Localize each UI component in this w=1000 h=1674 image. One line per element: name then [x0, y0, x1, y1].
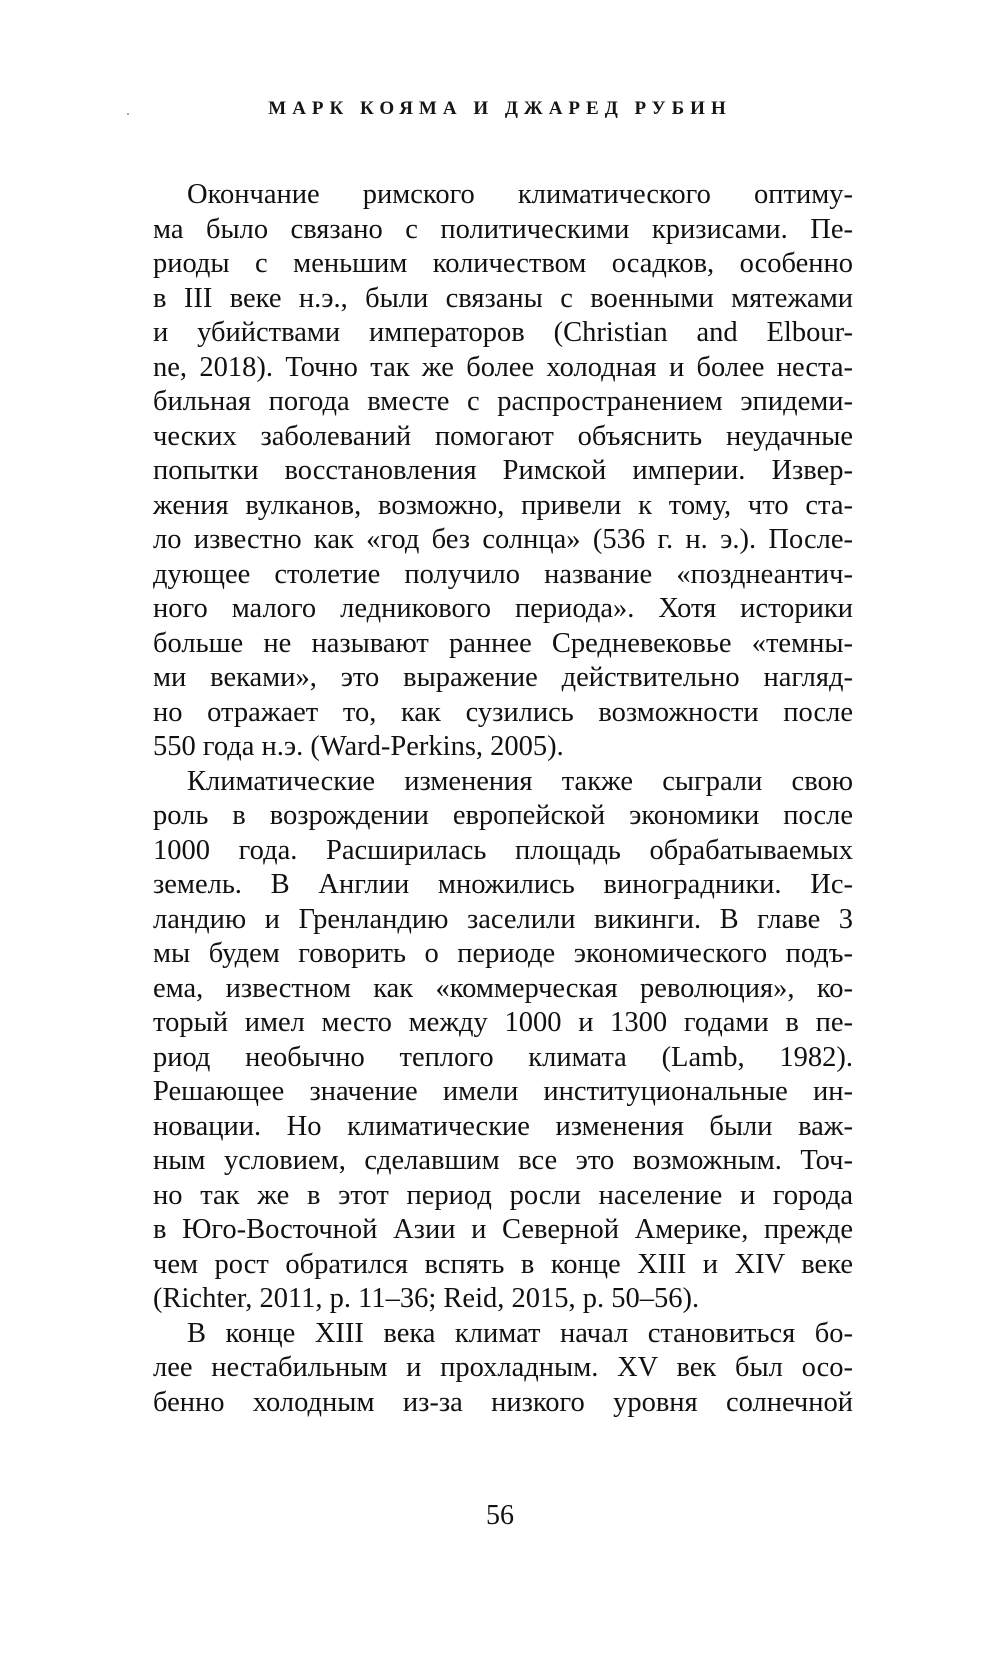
- text-line: ческих заболеваний помогают объяснить неудачные: [153, 420, 853, 452]
- text-line: в III веке н.э., были связаны с военными мятежами: [153, 282, 853, 314]
- text-line: мы будем говорить о периоде экономического подъ-: [153, 938, 853, 969]
- text-line: ландию и Гренландию заселили викинги. В главе 3: [153, 903, 853, 935]
- text-line: ne, 2018). Точно так же более холодная и более неста-: [153, 351, 853, 383]
- text-line: (Richter, 2011, p. 11–36; Reid, 2015, p. 50–56).: [153, 1283, 700, 1314]
- text-line: Окончание римского климатического оптиму-: [187, 179, 853, 210]
- text-line: ным условием, сделавшим все это возможным. Точ-: [153, 1145, 853, 1176]
- text-line: риоды с меньшим количеством осадков, особенно: [153, 248, 853, 279]
- text-line: роль в возрождении европейской экономики после: [153, 800, 853, 831]
- text-line: дующее столетие получило название «позднеантич-: [153, 558, 853, 590]
- page-number: 56: [486, 1500, 514, 1531]
- running-head: МАРК КОЯМА И ДЖАРЕД РУБИН: [268, 98, 732, 119]
- text-line: жения вулканов, возможно, привели к тому, что ста-: [153, 489, 853, 521]
- text-line: ми веками», это выражение действительно нагляд-: [153, 662, 853, 693]
- text-line: ема, известном как «коммерческая революция», ко-: [153, 972, 853, 1004]
- text-line: лее нестабильным и прохладным. XV век был осо-: [153, 1352, 853, 1383]
- text-line: ного малого ледникового периода». Хотя историки: [153, 593, 853, 624]
- text-line: ло известно как «год без солнца» (536 г. н. э.). После-: [153, 524, 853, 555]
- text-line: риод необычно теплого климата (Lamb, 1982).: [153, 1041, 853, 1073]
- text-line: бенно холодным из-за низкого уровня солнечной: [153, 1386, 853, 1418]
- text-line: Климатические изменения также сыграли свою: [187, 765, 853, 797]
- text-line: в Юго-Восточной Азии и Северной Америке, прежде: [153, 1214, 853, 1245]
- text-line: В конце XIII века климат начал становиться бо-: [187, 1317, 853, 1349]
- text-line: земель. В Англии множились виноградники. Ис-: [153, 869, 853, 900]
- text-line: попытки восстановления Римской империи. Извер-: [153, 455, 853, 486]
- text-line: 1000 года. Расширилась площадь обрабатываемых: [153, 834, 853, 866]
- text-line: новации. Но климатические изменения были важ-: [153, 1110, 853, 1142]
- paragraph-3: [153, 1317, 853, 1421]
- body-text: [153, 178, 853, 1420]
- text-line: 550 года н.э. (Ward-Perkins, 2005).: [153, 731, 564, 762]
- text-line: но отражает то, как сузились возможности после: [153, 696, 853, 728]
- text-line: ма было связано с политическими кризисами. Пе-: [153, 213, 853, 245]
- text-line: Решающее значение имели институциональные ин-: [153, 1076, 853, 1107]
- text-line: чем рост обратился вспять в конце XIII и XIV веке: [153, 1248, 853, 1280]
- paragraph-1: [153, 178, 853, 765]
- text-line: торый имел место между 1000 и 1300 годами в пе-: [153, 1007, 853, 1038]
- text-line: больше не называют раннее Средневековье «темны-: [153, 627, 853, 659]
- paragraph-2: [153, 765, 853, 1317]
- text-line: но так же в этот период росли население и города: [153, 1179, 853, 1211]
- text-line: бильная погода вместе с распространением эпидеми-: [153, 386, 853, 417]
- text-line: и убийствами императоров (Christian and Elbour-: [153, 317, 853, 348]
